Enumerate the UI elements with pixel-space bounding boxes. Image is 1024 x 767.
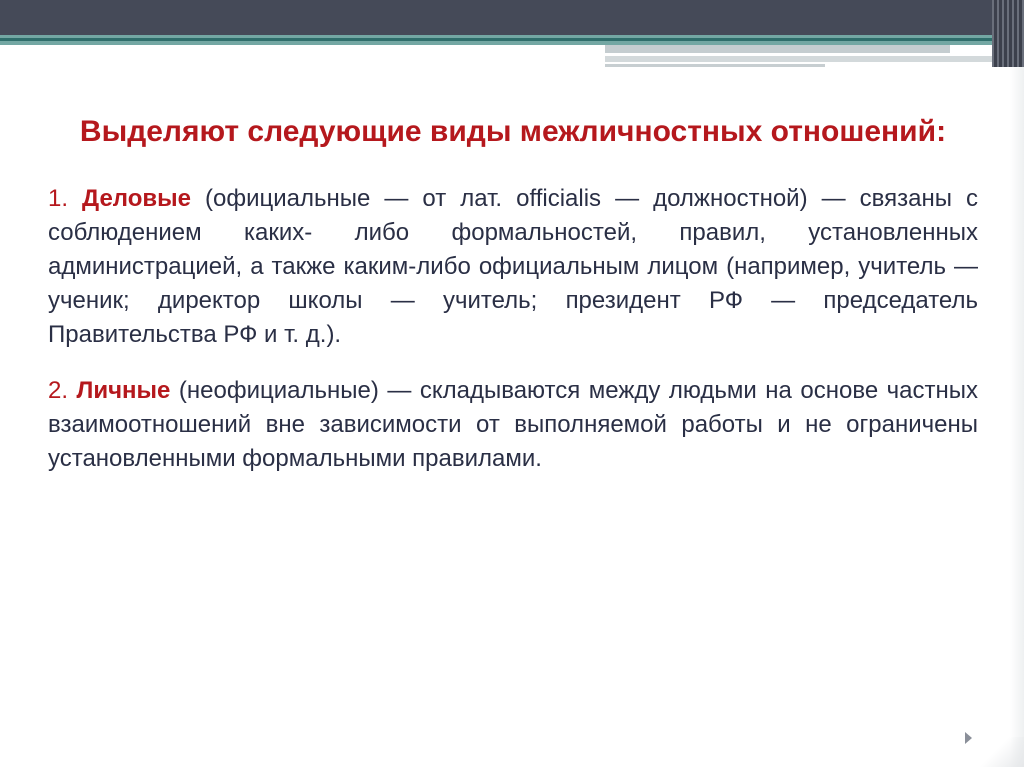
list-item-personal	[48, 374, 978, 476]
slide-title: Выделяют следующие виды межличностных отношений:	[79, 115, 947, 148]
item-description: (официальные — от лат. officialis — должностной) — связаны с соблюдением каких- либо формальностей, правил, установленных администрацией, а также каким-либо официальным лицом (например, учитель — ученик; директор школы — учитель; президент РФ — председатель Правительства РФ и т. д.).	[48, 185, 978, 348]
slide-content	[48, 110, 978, 476]
header-stripes-decoration	[992, 0, 1024, 67]
item-term: Деловые	[82, 185, 191, 212]
item-description: (неофициальные) — складываются между людьми на основе частных взаимоотношений вне зависимости от выполняемой работы и не ограничены установленными формальными правилами.	[48, 377, 979, 472]
next-slide-arrow-icon[interactable]	[965, 732, 972, 744]
header-band-gray	[605, 45, 950, 53]
right-edge-decoration	[1010, 67, 1024, 767]
item-number: 1.	[48, 185, 69, 212]
item-term: Личные	[76, 377, 171, 404]
list-item-business	[48, 182, 978, 352]
header-band-gray	[605, 64, 825, 67]
header-band-dark	[0, 0, 1024, 35]
header-band-teal-line	[0, 38, 1000, 41]
page-curl-decoration	[964, 737, 1024, 767]
item-number: 2.	[48, 377, 69, 404]
header-band-gray	[605, 56, 1000, 62]
